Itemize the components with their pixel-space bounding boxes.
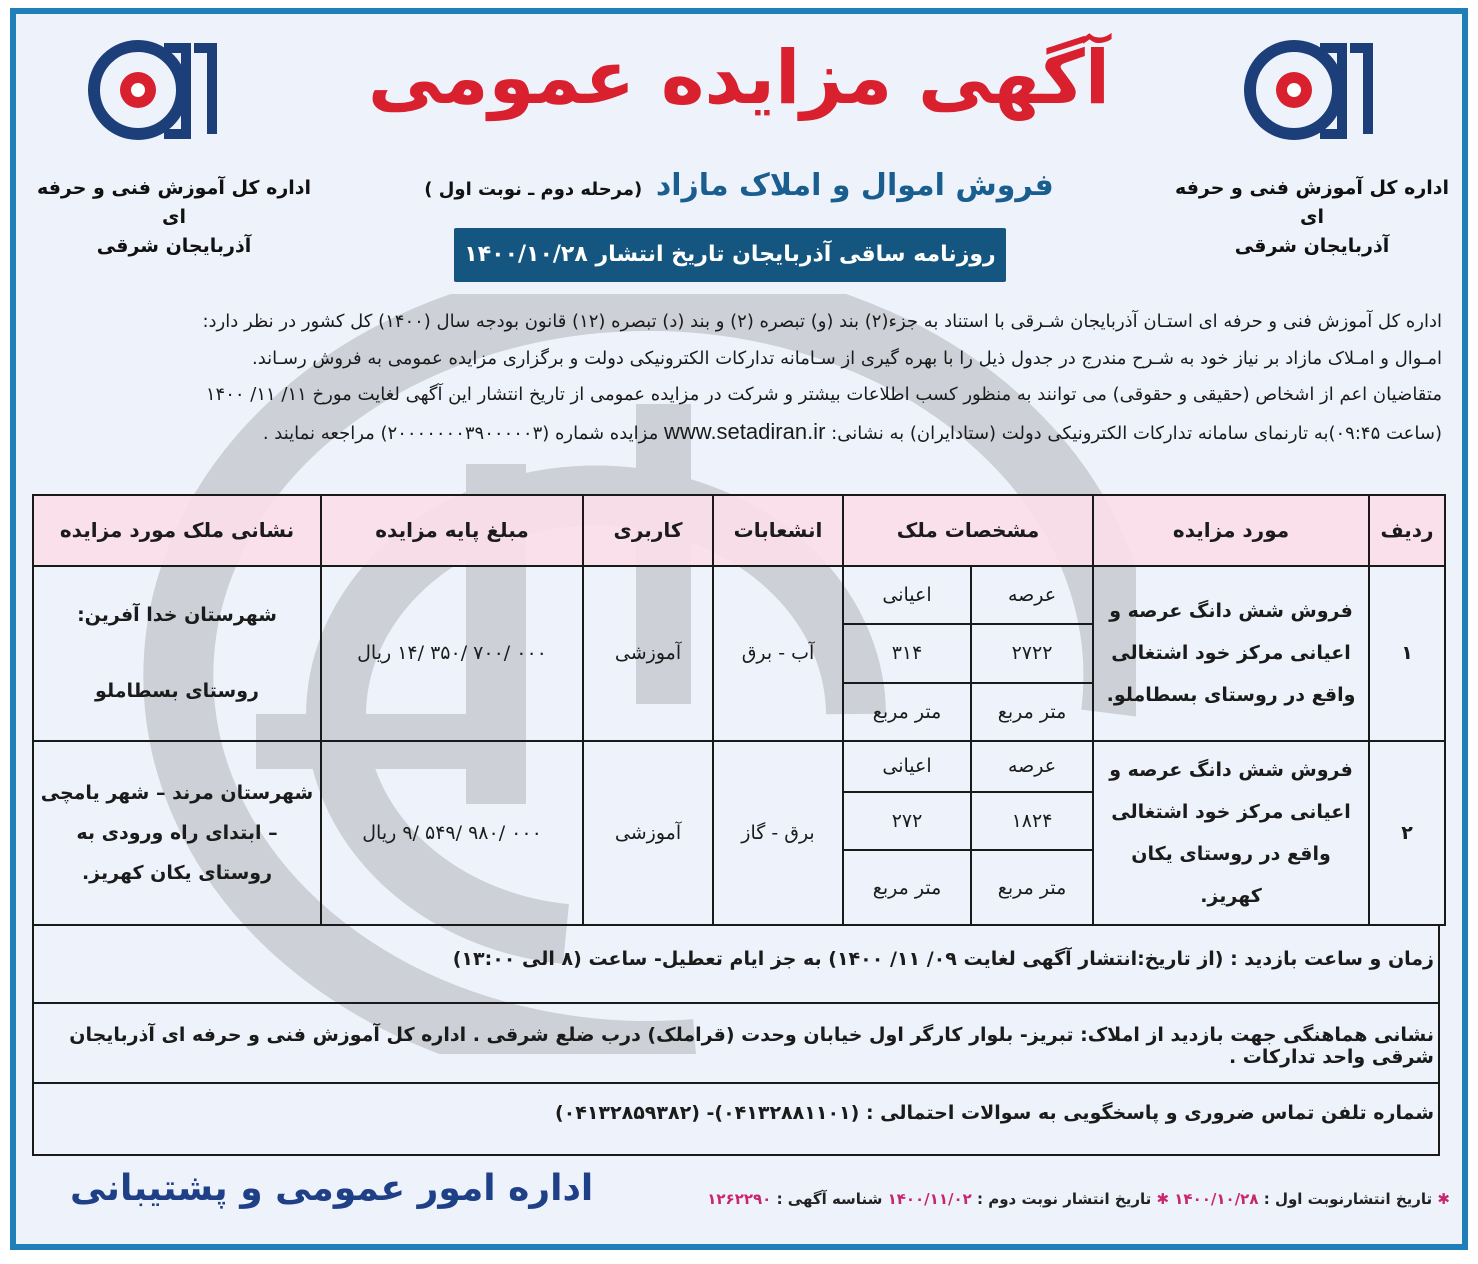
subtitle-stage: (مرحله دوم ـ نوبت اول ) xyxy=(424,179,643,200)
ad-id-label: شناسه آگهی : xyxy=(776,1190,883,1208)
intro-line: امـوال و امـلاک مازاد بر نیاز خود به شـرح مندرج در جدول ذیل را با بهره گیری از سـامانه تدارکات الکترونیکی دولت و برگزاری مزایده عمومی به فروش رسـاند. xyxy=(251,347,1442,369)
organization-logo-right xyxy=(1242,34,1392,144)
header-item: مورد مزایده xyxy=(1093,495,1369,566)
visit-address-text: نشانی هماهنگی جهت بازدید از املاک: تبریز- بلوار کارگر اول خیابان وحدت (قراملک) درب ضلع شرقی . اداره کل آموزش فنی و حرفه ای آذربایجان شرقی واحد تدارکات . xyxy=(69,1024,1434,1068)
publication-info xyxy=(707,1190,1450,1208)
building-unit: متر مربع xyxy=(843,683,971,742)
base-price: ۰۰۰ /۷۰۰ /۳۵۰ /۱۴ ریال xyxy=(321,566,583,742)
header-address: نشانی ملک مورد مزایده xyxy=(33,495,321,566)
phone-text: شماره تلفن تماس ضروری و پاسخگویی به سوالات احتمالی : (۰۴۱۳۲۸۸۱۱۰۱)- (۰۴۱۳۲۸۵۹۳۸۲) xyxy=(554,1102,1434,1124)
ad-id: ۱۲۶۲۲۹۰ xyxy=(707,1190,772,1208)
second-pub-date: ۱۴۰۰/۱۱/۰۲ xyxy=(887,1190,972,1208)
department-signature: اداره امور عمومی و پشتیبانی xyxy=(70,1168,594,1209)
auction-item: فروش شش دانگ عرصه و اعیانی مرکز خود اشتغالی واقع در روستای یکان کهریز. xyxy=(1093,741,1369,925)
auction-table xyxy=(32,494,1446,926)
table-row xyxy=(33,741,1445,791)
land-area: ۱۸۲۴ xyxy=(971,792,1093,851)
organization-logo-left xyxy=(86,34,236,144)
address-line: شهرستان خدا آفرین: xyxy=(77,604,277,627)
first-pub-label: تاریخ انتشارنوبت اول : xyxy=(1263,1190,1433,1208)
utilities: برق - گاز xyxy=(713,741,843,925)
land-unit: متر مربع xyxy=(971,850,1093,925)
usage: آموزشی xyxy=(583,566,713,742)
intro-line4-prefix: (ساعت ۰۹:۴۵)به تارنمای سامانه تدارکات الکترونیکی دولت (ستادایران) به نشانی: xyxy=(831,422,1442,444)
advertisement-page xyxy=(10,8,1468,1250)
intro-text xyxy=(42,304,1442,452)
building-area: ۳۱۴ xyxy=(843,624,971,683)
intro-line: اداره کل آموزش فنی و حرفه ای استـان آذربایجان شـرقی با استناد به جزء(۲) بند (و) تبصره (۲) و بند (د) تبصره (۱۲) قانون بودجه سال (۱۴۰۰) کل کشور در نظر دارد: xyxy=(202,311,1442,332)
intro-line: متقاضیان اعم از اشخاص (حقیقی و حقوقی) می توانند به منظور کسب اطلاعات بیشتر و شرکت در مزایده عمومی از تاریخ انتشار این آگهی لغایت مورخ ۱۱/ ۱۱/ ۱۴۰۰ xyxy=(205,384,1442,405)
subtitle-main: فروش اموال و املاک مازاد xyxy=(655,168,1054,203)
ad-title: آگهی مزایده عمومی xyxy=(367,35,1111,121)
org-name-line2: آذربایجان شرقی xyxy=(1234,235,1390,257)
org-name-line2: آذربایجان شرقی xyxy=(96,235,252,257)
header-row-number: ردیف xyxy=(1369,495,1445,566)
ad-subtitle xyxy=(356,162,1122,214)
header-price: مبلغ پایه مزایده xyxy=(321,495,583,566)
land-unit: متر مربع xyxy=(971,683,1093,742)
row-number: ۱ xyxy=(1369,566,1445,742)
organization-name-right xyxy=(1162,174,1462,261)
usage: آموزشی xyxy=(583,741,713,925)
header-utilities: انشعابات xyxy=(713,495,843,566)
utilities: آب - برق xyxy=(713,566,843,742)
building-unit: متر مربع xyxy=(843,850,971,925)
second-pub-label: تاریخ انتشار نوبت دوم : xyxy=(977,1190,1152,1208)
header-usage: کاربری xyxy=(583,495,713,566)
visit-address-note xyxy=(32,1004,1440,1084)
row-number: ۲ xyxy=(1369,741,1445,925)
land-area: ۲۷۲۲ xyxy=(971,624,1093,683)
org-name-line1: اداره کل آموزش فنی و حرفه ای xyxy=(1174,177,1450,228)
phone-note xyxy=(32,1084,1440,1156)
org-name-line1: اداره کل آموزش فنی و حرفه ای xyxy=(36,177,312,228)
address-line: روستای بسطاملو xyxy=(95,680,259,703)
intro-line4-suffix: مزایده شماره (۲۰۰۰۰۰۰۰۳۹۰۰۰۰۰۳) مراجعه نمایند . xyxy=(262,422,659,444)
building-area: ۲۷۲ xyxy=(843,792,971,851)
property-address xyxy=(33,566,321,742)
intro-line xyxy=(42,414,1442,453)
property-address: شهرستان مرند – شهر یامچی – ابتدای راه ورودی به روستای یکان کهریز. xyxy=(33,741,321,925)
first-pub-date: ۱۴۰۰/۱۰/۲۸ xyxy=(1174,1190,1259,1208)
organization-name-left xyxy=(24,174,324,261)
land-label: عرصه xyxy=(971,566,1093,625)
table-header-row xyxy=(33,495,1445,566)
website-link[interactable]: www.setadiran.ir xyxy=(664,418,826,444)
visit-time-note xyxy=(32,926,1440,1004)
land-label: عرصه xyxy=(971,741,1093,791)
asterisk-icon: ✱ xyxy=(1437,1190,1450,1208)
asterisk-icon: ✱ xyxy=(1156,1190,1170,1208)
header-specs: مشخصات ملک xyxy=(843,495,1093,566)
visit-time-text: زمان و ساعت بازدید : (از تاریخ:انتشار آگهی لغایت ۰۹/ ۱۱/ ۱۴۰۰) به جز ایام تعطیل- ساعت (۸ الی ۱۳:۰۰) xyxy=(452,948,1434,970)
base-price: ۰۰۰ /۹۸۰ /۵۴۹ /۹ ریال xyxy=(321,741,583,925)
auction-item: فروش شش دانگ عرصه و اعیانی مرکز خود اشتغالی واقع در روستای بسطاملو. xyxy=(1093,566,1369,742)
table-row xyxy=(33,566,1445,625)
newspaper-banner: روزنامه ساقی آذربایجان تاریخ انتشار ۱۴۰۰/۱۰/۲۸ xyxy=(454,228,1006,282)
building-label: اعیانی xyxy=(843,741,971,791)
building-label: اعیانی xyxy=(843,566,971,625)
